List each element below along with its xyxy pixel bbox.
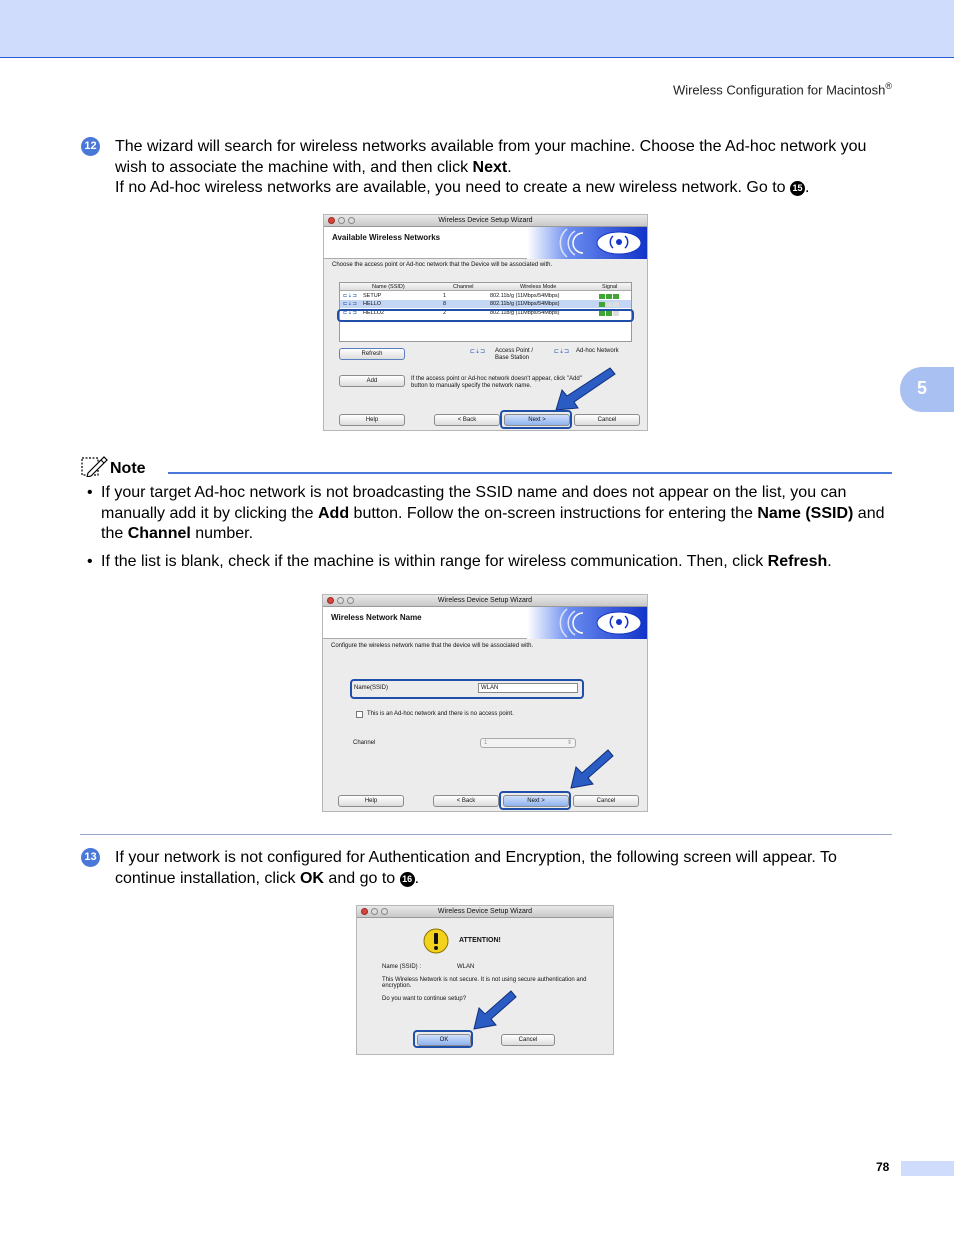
running-header: Wireless Configuration for Macintosh® — [672, 81, 892, 98]
continue-question: Do you want to continue setup? — [382, 996, 467, 1002]
zoom-window-icon[interactable] — [348, 217, 355, 224]
add-note-line2: button to manually specify the network name. — [411, 383, 532, 389]
wizard-heading: Wireless Network Name — [331, 613, 422, 622]
add-button[interactable]: Add — [339, 375, 405, 387]
ok-button[interactable]: OK — [417, 1034, 471, 1046]
help-button[interactable]: Help — [339, 414, 405, 426]
column-name[interactable]: Name (SSID) — [372, 284, 405, 290]
window-controls — [361, 908, 391, 920]
step-12-badge: 12 — [81, 137, 100, 156]
cancel-button[interactable]: Cancel — [501, 1034, 555, 1046]
wireless-logo-icon — [527, 607, 647, 639]
back-button[interactable]: < Back — [433, 795, 499, 807]
instruction-text: Choose the access point or Ad-hoc network that the Device will be associated with. — [332, 262, 553, 268]
window-title: Wireless Device Setup Wizard — [438, 217, 533, 224]
step-12-text: The wizard will search for wireless networks available from your machine. Choose the Ad-hoc network you wish to associate the machine with, and then click Next. If no Ad-hoc wireless networks are available, you need to create a new wireless network. Go to 15 . — [115, 138, 867, 196]
column-channel[interactable]: Channel — [453, 284, 474, 290]
attention-dialog — [356, 905, 614, 1055]
row-highlight — [337, 309, 634, 322]
adhoc-icon: ⊏⇣⊐ — [343, 310, 357, 316]
warning-icon — [423, 928, 449, 954]
header-band — [0, 0, 954, 58]
wireless-logo-icon — [527, 227, 647, 259]
name-ssid-label: Name(SSID) — [354, 685, 389, 691]
next-highlight — [499, 791, 571, 810]
channel-cell: 2 — [443, 310, 447, 316]
pointer-arrow-icon — [552, 366, 616, 412]
column-signal[interactable]: Signal — [602, 284, 618, 290]
note-label: Note — [110, 460, 146, 477]
column-mode[interactable]: Wireless Mode — [520, 284, 557, 290]
available-networks-dialog — [323, 214, 648, 431]
ok-highlight — [413, 1030, 473, 1048]
ssid-input[interactable]: WLAN — [478, 683, 578, 693]
note-divider — [168, 472, 892, 474]
wizard-banner — [323, 607, 647, 639]
wizard-banner — [324, 227, 647, 259]
section-divider — [80, 834, 892, 835]
access-point-legend-icon: ⊏⇣⊐ — [470, 349, 486, 355]
step-13-text: If your network is not configured for Authentication and Encryption, the following screen will appear. To continue installation, click OK and go to 16 . — [115, 849, 837, 887]
step-ref-16: 16 — [400, 872, 415, 887]
ssid-label: Name (SSID) : — [382, 964, 422, 970]
pointer-arrow-icon — [471, 989, 517, 1031]
chapter-tab: 5 — [900, 367, 954, 412]
channel-select[interactable] — [480, 738, 576, 748]
note-bullet-2: • If the list is blank, check if the machine is within range for wireless communication. Then, click Refresh. — [87, 553, 832, 570]
close-window-icon[interactable] — [361, 908, 368, 915]
list-header — [340, 283, 631, 291]
adhoc-checkbox-label: This is an Ad-hoc network and there is no access point. — [367, 711, 514, 717]
network-name-dialog — [322, 594, 648, 812]
zoom-window-icon[interactable] — [381, 908, 388, 915]
ssid-cell: HELLO — [363, 301, 382, 307]
adhoc-checkbox[interactable] — [356, 711, 363, 718]
note-header — [80, 455, 892, 477]
minimize-window-icon[interactable] — [338, 217, 345, 224]
warning-text-line2: encryption. — [382, 983, 412, 989]
close-window-icon[interactable] — [328, 217, 335, 224]
close-window-icon[interactable] — [327, 597, 334, 604]
help-button[interactable]: Help — [338, 795, 404, 807]
mode-cell: 802.11b/g (11Mbps/54Mbps) — [490, 310, 560, 316]
back-button[interactable]: < Back — [434, 414, 500, 426]
access-point-legend: Access Point / Base Station — [495, 348, 534, 361]
cancel-button[interactable]: Cancel — [574, 414, 640, 426]
window-titlebar — [323, 595, 647, 607]
add-note-line1: If the access point or Ad-hoc network doesn't appear, click "Add" — [411, 376, 582, 382]
cancel-button[interactable]: Cancel — [573, 795, 639, 807]
network-row[interactable] — [340, 292, 631, 300]
ssid-cell: SETUP — [363, 293, 382, 299]
minimize-window-icon[interactable] — [337, 597, 344, 604]
channel-label: Channel — [353, 740, 376, 746]
channel-cell: 8 — [443, 301, 447, 307]
next-button[interactable]: Next > — [504, 414, 570, 426]
signal-meter — [599, 302, 620, 307]
mode-cell: 802.11b/g (11Mbps/54Mbps) — [490, 301, 560, 307]
pointer-arrow-icon — [568, 748, 614, 790]
ssid-highlight — [350, 679, 584, 699]
step-13-badge: 13 — [81, 848, 100, 867]
adhoc-legend-icon: ⊏⇣⊐ — [554, 349, 570, 355]
adhoc-legend: Ad-hoc Network — [576, 348, 619, 354]
access-point-icon: ⊏⇣⊐ — [343, 293, 357, 299]
channel-cell: 1 — [443, 293, 447, 299]
window-titlebar — [357, 906, 613, 918]
step-ref-15: 15 — [790, 181, 805, 196]
wizard-heading: Available Wireless Networks — [332, 233, 441, 242]
note-bullet-1: • If your target Ad-hoc network is not broadcasting the SSID name and does not appear on the list, you can manually add it by clicking the Add button. Follow the on-screen instructions for entering the Name (SSID) and the Channel number. — [87, 484, 885, 542]
attention-heading: ATTENTION! — [459, 937, 501, 944]
window-titlebar — [324, 215, 647, 227]
page-tab — [901, 1161, 954, 1176]
channel-value: 1 — [484, 740, 488, 746]
ssid-cell: HELLO2 — [363, 310, 385, 316]
next-highlight — [500, 410, 572, 429]
ssid-value: WLAN — [457, 964, 475, 970]
note-pencil-icon — [80, 455, 108, 477]
instruction-text: Configure the wireless network name that the device will be associated with. — [331, 643, 534, 649]
zoom-window-icon[interactable] — [347, 597, 354, 604]
stepper-arrows-icon: ⇕ — [566, 740, 572, 746]
mode-cell: 802.11b/g (11Mbps/54Mbps) — [490, 293, 560, 299]
signal-meter — [599, 294, 620, 299]
next-button[interactable]: Next > — [503, 795, 569, 807]
minimize-window-icon[interactable] — [371, 908, 378, 915]
network-row[interactable] — [340, 300, 631, 308]
window-title: Wireless Device Setup Wizard — [437, 908, 533, 915]
warning-text-line1: This Wireless Network is not secure. It is not using secure authentication and — [382, 977, 587, 983]
page-number: 78 — [876, 1160, 890, 1174]
adhoc-icon: ⊏⇣⊐ — [343, 301, 357, 307]
refresh-button[interactable]: Refresh — [339, 348, 405, 360]
window-title: Wireless Device Setup Wizard — [437, 597, 533, 604]
